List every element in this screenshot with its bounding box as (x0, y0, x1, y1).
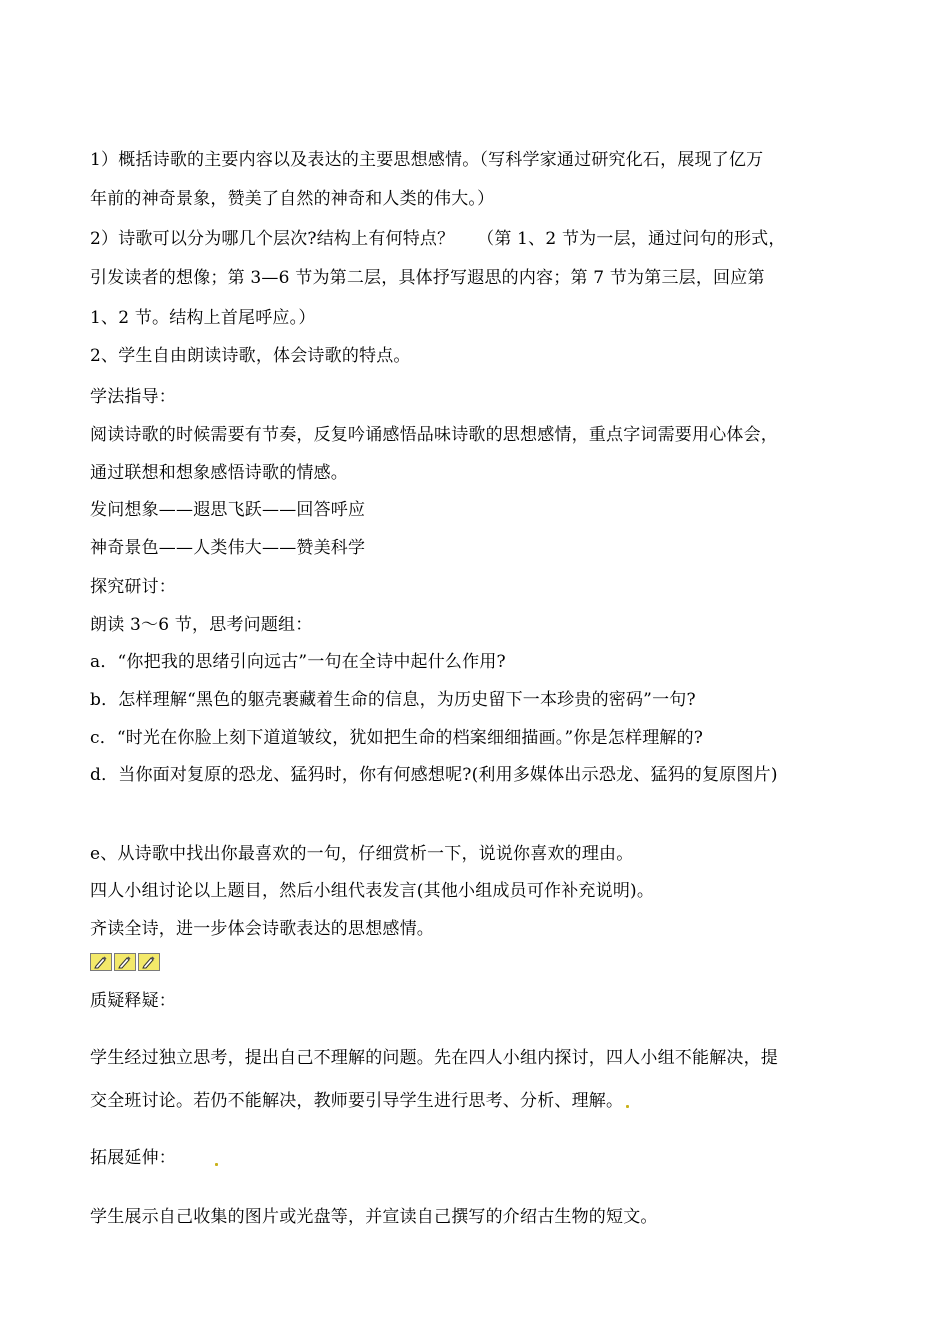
section-label: 质疑释疑： (90, 991, 176, 1011)
paragraph-line: 1）概括诗歌的主要内容以及表达的主要思想感情。（写科学家通过研究化石，展现了亿万 (90, 150, 764, 170)
paragraph-line: 阅读诗歌的时候需要有节奏，反复吟诵感悟品味诗歌的思想感情，重点字词需要用心体会， (90, 425, 778, 445)
paragraph-line: 齐读全诗，进一步体会诗歌表达的思想感情。 (90, 919, 434, 939)
icon-strip (90, 953, 160, 971)
question-item: a．“你把我的思绪引向远古”一句在全诗中起什么作用? (90, 652, 506, 672)
paragraph-line: 通过联想和想象感悟诗歌的情感。 (90, 463, 348, 483)
paragraph-line: 学生展示自己收集的图片或光盘等，并宣读自己撰写的介绍古生物的短文。 (90, 1207, 658, 1227)
pencil-icon (90, 953, 112, 971)
paragraph-line: 四人小组讨论以上题目，然后小组代表发言(其他小组成员可作补充说明)。 (90, 881, 655, 901)
question-item: d．当你面对复原的恐龙、猛犸时，你有何感想呢?(利用多媒体出示恐龙、猛犸的复原图片) (90, 765, 778, 785)
paragraph-line: 年前的神奇景象，赞美了自然的神奇和人类的伟大。） (90, 189, 495, 209)
question-item: b．怎样理解“黑色的躯壳裹藏着生命的信息，为历史留下一本珍贵的密码”一句? (90, 690, 696, 710)
paragraph-line: 2、学生自由朗读诗歌，体会诗歌的特点。 (90, 346, 411, 366)
paragraph-line: 朗读 3～6 节，思考问题组： (90, 615, 313, 635)
question-item: c．“时光在你脸上刻下道道皱纹，犹如把生命的档案细细描画。”你是怎样理解的? (90, 728, 704, 748)
paragraph-line: 2）诗歌可以分为哪几个层次?结构上有何特点？ （第 1、2 节为一层，通过问句的形式， (90, 229, 786, 249)
pencil-icon (114, 953, 136, 971)
paragraph-line: 神奇景色——人类伟大——赞美科学 (90, 538, 366, 558)
section-label: 拓展延伸： (90, 1148, 176, 1168)
stray-mark (626, 1105, 629, 1108)
paragraph-line: 发问想象——遐思飞跃——回答呼应 (90, 500, 366, 520)
question-item: e、从诗歌中找出你最喜欢的一句，仔细赏析一下，说说你喜欢的理由。 (90, 844, 634, 864)
section-label: 学法指导： (90, 387, 176, 407)
stray-mark (215, 1163, 218, 1166)
paragraph-line: 交全班讨论。若仍不能解决，教师要引导学生进行思考、分析、理解。 (90, 1091, 624, 1111)
paragraph-line: 1、2 节。结构上首尾呼应。） (90, 308, 316, 328)
pencil-icon (138, 953, 160, 971)
paragraph-line: 学生经过独立思考，提出自己不理解的问题。先在四人小组内探讨，四人小组不能解决，提 (90, 1048, 778, 1068)
paragraph-line: 引发读者的想像；第 3—6 节为第二层，具体抒写遐思的内容；第 7 节为第三层，回应第 (90, 268, 765, 288)
section-label: 探究研讨： (90, 577, 176, 597)
